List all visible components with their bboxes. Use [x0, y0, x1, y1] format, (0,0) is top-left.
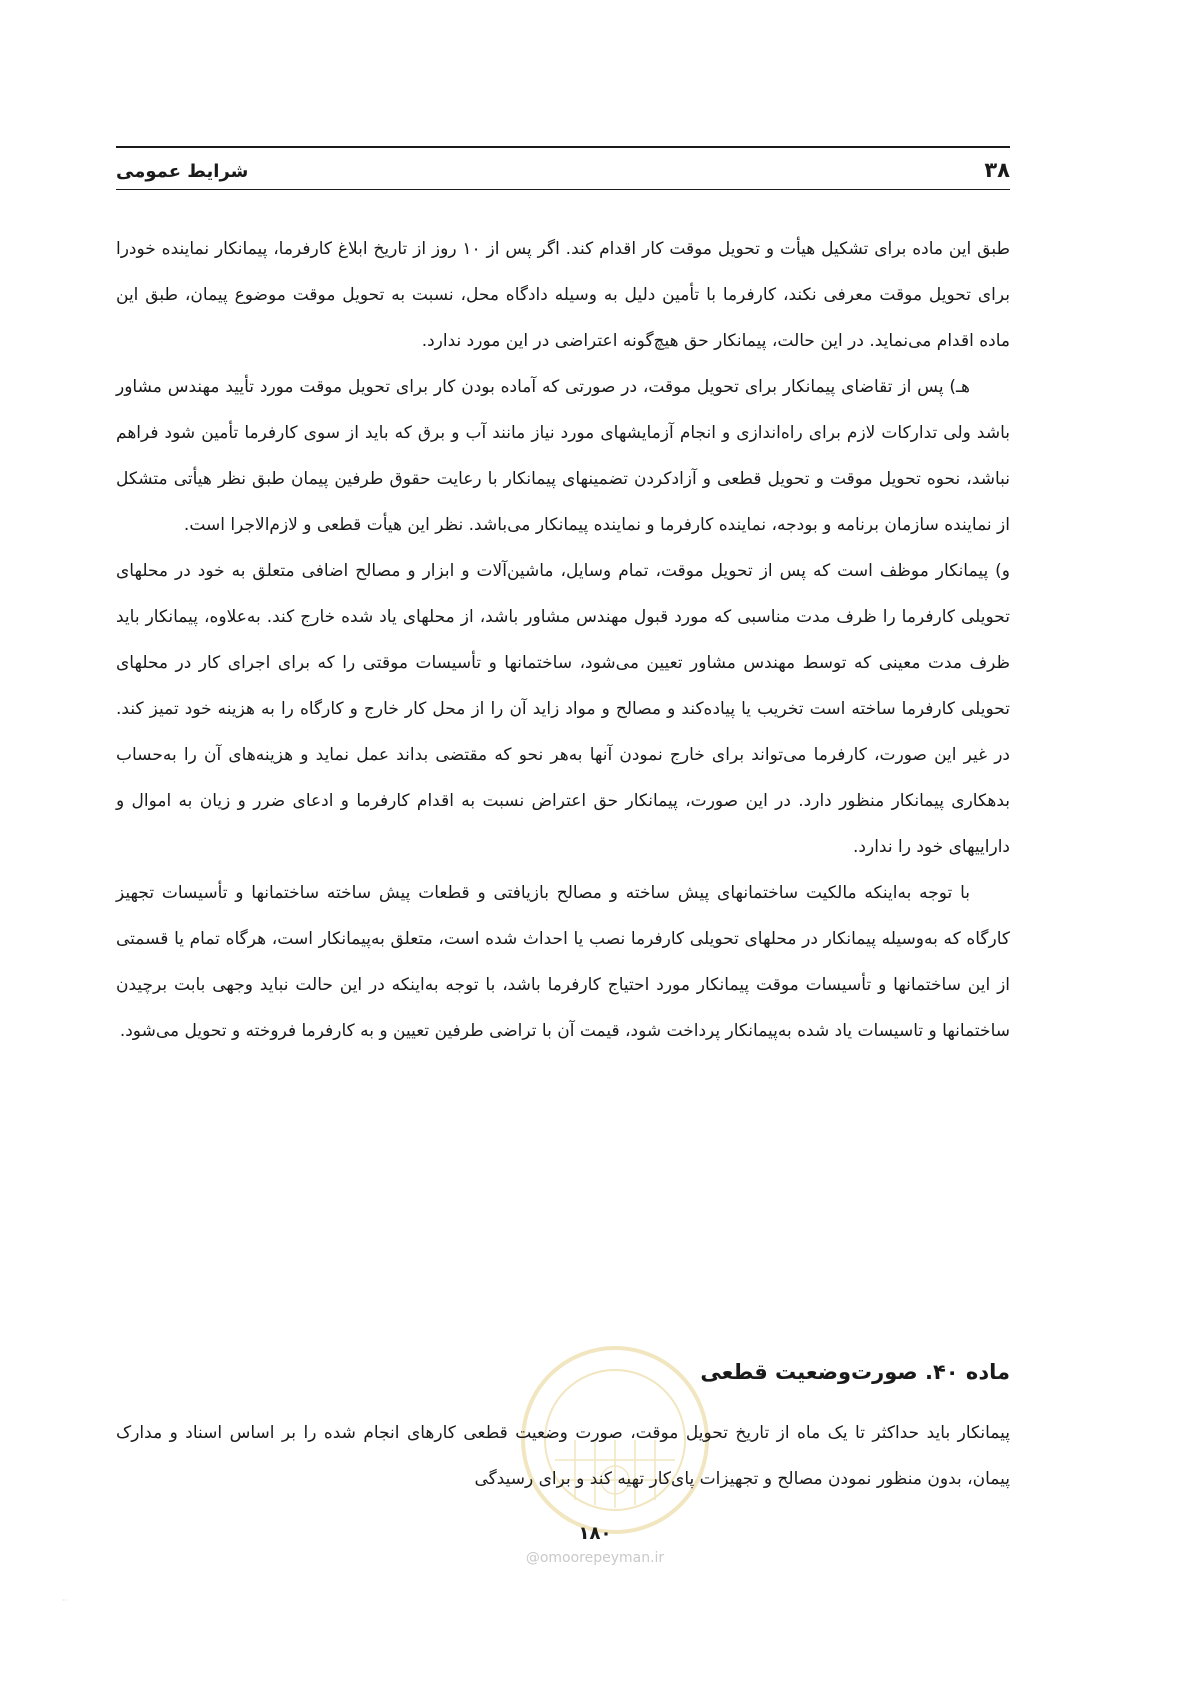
running-title: شرایط عمومی [116, 161, 249, 182]
scan-artifact: ·· [62, 1596, 68, 1605]
paragraph-1: طبق این ماده برای تشکیل هیأت و تحویل موقت کار اقدام کند. اگر پس از ۱۰ روز از تاریخ ابلاغ کارفرما، پیمانکار نماینده خودرا برای تحویل موقت معرفی نکند، کارفرما با تأمین دلیل به وسیله دادگاه محل، نسبت به تحویل موقت موضوع پیمان، طبق این ماده اقدام می‌نماید. در این حالت، پیمانکار حق هیچ‌گونه اعتراضی در این مورد ندارد. [116, 239, 1010, 351]
watermark-text: @omoorepeyman.ir [525, 1550, 665, 1566]
paragraph-3: و) پیمانکار موظف است که پس از تحویل موقت، تمام وسایل، ماشین‌آلات و ابزار و مصالح اضافی متعلق به خود در محلهای تحویلی کارفرما را ظرف مدت مناسبی که مورد قبول مهندس مشاور باشد، از محلهای یاد شده خارج کند. به‌علاوه، پیمانکار باید ظرف مدت معینی که توسط مهندس مشاور تعیین می‌شود، ساختمانها و تأسیسات موقتی را که برای اجرای کار در محلهای تحویلی کارفرما ساخته است تخریب یا پیاده‌کند و مصالح و مواد زاید آن را از محل کار خارج و کارگاه را به هزینه خود تمیز کند. در غیر این صورت، کارفرما می‌تواند برای خارج نمودن آنها به‌هر نحو که مقتضی بداند عمل نماید و هزینه‌های آن را به‌حساب بدهکاری پیمانکار منظور دارد. در این صورت، پیمانکار حق اعتراض نسبت به اقدام کارفرما و ادعای ضرر و زیان به اموال و داراییهای خود را ندارد. [116, 561, 1010, 857]
header-page-number: ۳۸ [984, 158, 1010, 182]
body-text [116, 226, 1010, 1054]
page-header [116, 146, 1010, 182]
paragraph-2: هـ) پس از تقاضای پیمانکار برای تحویل موقت، در صورتی که آماده بودن کار برای تحویل موقت مورد تأیید مهندس مشاور باشد ولی تدارکات لازم برای راه‌اندازی و انجام آزمایشهای مورد نیاز مانند آب و برق که باید از سوی کارفرما تأمین شود فراهم نباشد، نحوه تحویل موقت و تحویل قطعی و آزادکردن تضمینهای پیمانکار با رعایت حقوق طرفین پیمان طبق نظر هیأتی متشکل از نماینده سازمان برنامه و بودجه، نماینده کارفرما و نماینده پیمانکار می‌باشد. نظر این هیأت قطعی و لازم‌الاجرا است. [116, 377, 1010, 535]
section-paragraph: پیمانکار باید حداکثر تا یک ماه از تاریخ تحویل موقت، صورت وضعیت قطعی کارهای انجام شده را بر اساس اسناد و مدارک پیمان، بدون منظور نمودن مصالح و تجهیزات پای‌کار تهیه کند و برای رسیدگی [116, 1423, 1010, 1489]
section-body [116, 1410, 1010, 1502]
footer-page-number: ۱۸۰ [578, 1523, 612, 1544]
paragraph-4: با توجه به‌اینکه مالکیت ساختمانهای پیش ساخته و مصالح بازیافتی و قطعات پیش ساخته ساختمانها و تأسیسات تجهیز کارگاه که به‌وسیله پیمانکار در محلهای تحویلی کارفرما نصب یا احداث شده است، متعلق به‌پیمانکار است، هرگاه تمام یا قسمتی از این ساختمانها و تأسیسات موقت پیمانکار مورد احتیاج کارفرما باشد، با توجه به‌اینکه در این حالت نباید وجهی بابت برچیدن ساختمانها و تاسیسات یاد شده به‌پیمانکار پرداخت شود، قیمت آن با تراضی طرفین تعیین و به کارفرما فروخته و تحویل می‌شود. [116, 883, 1010, 1041]
header-divider [116, 189, 1010, 190]
section-heading: ماده ۴۰. صورت‌وضعیت قطعی [700, 1360, 1010, 1384]
